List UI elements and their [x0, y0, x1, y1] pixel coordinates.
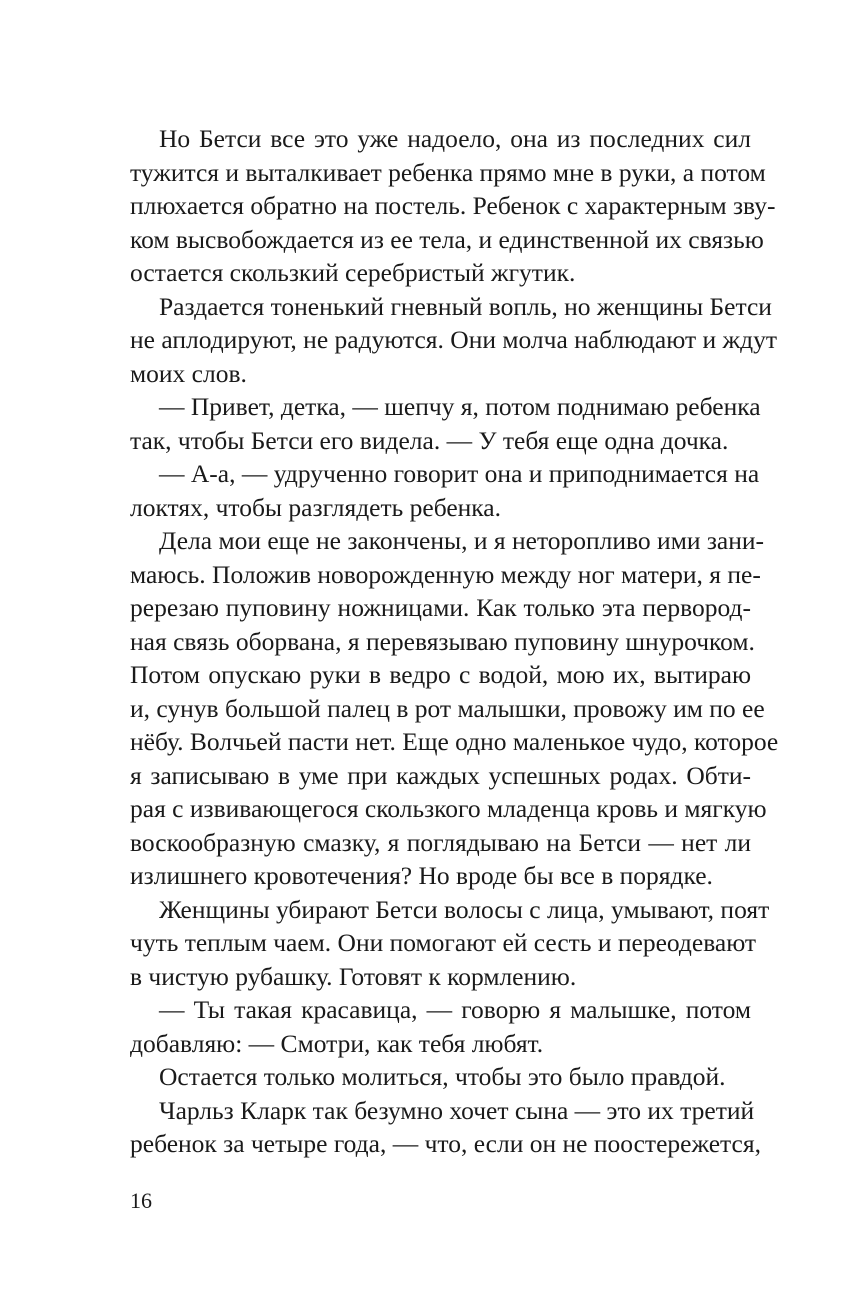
text-line: ная связь оборвана, я перевязываю пуповину шнурочком. — [130, 626, 755, 656]
text-line: плюхается обратно на постель. Ребенок с характерным зву- — [130, 191, 776, 220]
text-line: добавляю: — Смотри, как тебя любят. — [130, 1028, 544, 1058]
text-line: так, чтобы Бетси его видела. — У тебя еще одна дочка. — [130, 425, 729, 455]
text-line: — А-а, — удрученно говорит она и приподнимается на — [159, 459, 760, 488]
text-line: маюсь. Положив новорожденную между ног матери, я пе- — [130, 559, 761, 589]
text-line: не аплодируют, не радуются. Они молча наблюдают и ждут — [130, 325, 777, 354]
text-line: воскообразную смазку, я поглядываю на Бетси — нет ли — [130, 827, 751, 857]
text-line: чуть теплым чаем. Они помогают ей сесть и переодевают — [130, 928, 757, 957]
text-line: Женщины убирают Бетси волосы с лица, умывают, поят — [159, 894, 770, 924]
text-line: излишнего кровотечения? Но вроде бы все в порядке. — [130, 861, 713, 890]
text-line: и, сунув большой палец в рот малышки, провожу им по ее — [130, 693, 765, 723]
text-line: ребенок за четыре года, — что, если он не поостережется, — [130, 1129, 761, 1158]
text-line: рая с извивающегося скользкого младенца кровь и мягкую — [130, 794, 767, 823]
page-number: 16 — [130, 1188, 152, 1213]
text-line: ререзаю пуповину ножницами. Как только эта первород- — [130, 593, 751, 622]
text-line: — Привет, детка, — шепчу я, потом поднимаю ребенка — [159, 392, 761, 421]
text-line: в чистую рубашку. Готовят к кормлению. — [130, 961, 577, 991]
text-line: я записываю в уме при каждых успешных родах. Обти- — [130, 760, 751, 790]
text-line: Раздается тоненький гневный вопль, но женщины Бетси — [159, 291, 772, 321]
text-line: остается скользкий серебристый жгутик. — [130, 258, 576, 287]
text-line: локтях, чтобы разглядеть ребенка. — [130, 492, 501, 522]
text-line: — Ты такая красавица, — говорю я малышке, потом — [159, 995, 751, 1024]
text-line: Потом опускаю руки в ведро с водой, мою их, вытираю — [130, 660, 751, 689]
text-line: нёбу. Волчьей пасти нет. Еще одно маленькое чудо, которое — [130, 727, 779, 756]
text-line: Остается только молиться, чтобы это было правдой. — [159, 1062, 726, 1091]
text-line: ком высвобождается из ее тела, и единственной их связью — [130, 224, 764, 254]
text-line: тужится и выталкивает ребенка прямо мне в руки, а потом — [130, 157, 766, 187]
text-line: Чарльз Кларк так безумно хочет сына — это их третий — [159, 1095, 755, 1125]
text-line: Но Бетси все это уже надоело, она из последних сил — [159, 124, 751, 153]
body-text — [130, 122, 779, 1161]
text-line: моих слов. — [130, 358, 247, 388]
text-line: Дела мои еще не закончены, и я неторопливо ими зани- — [159, 526, 765, 555]
